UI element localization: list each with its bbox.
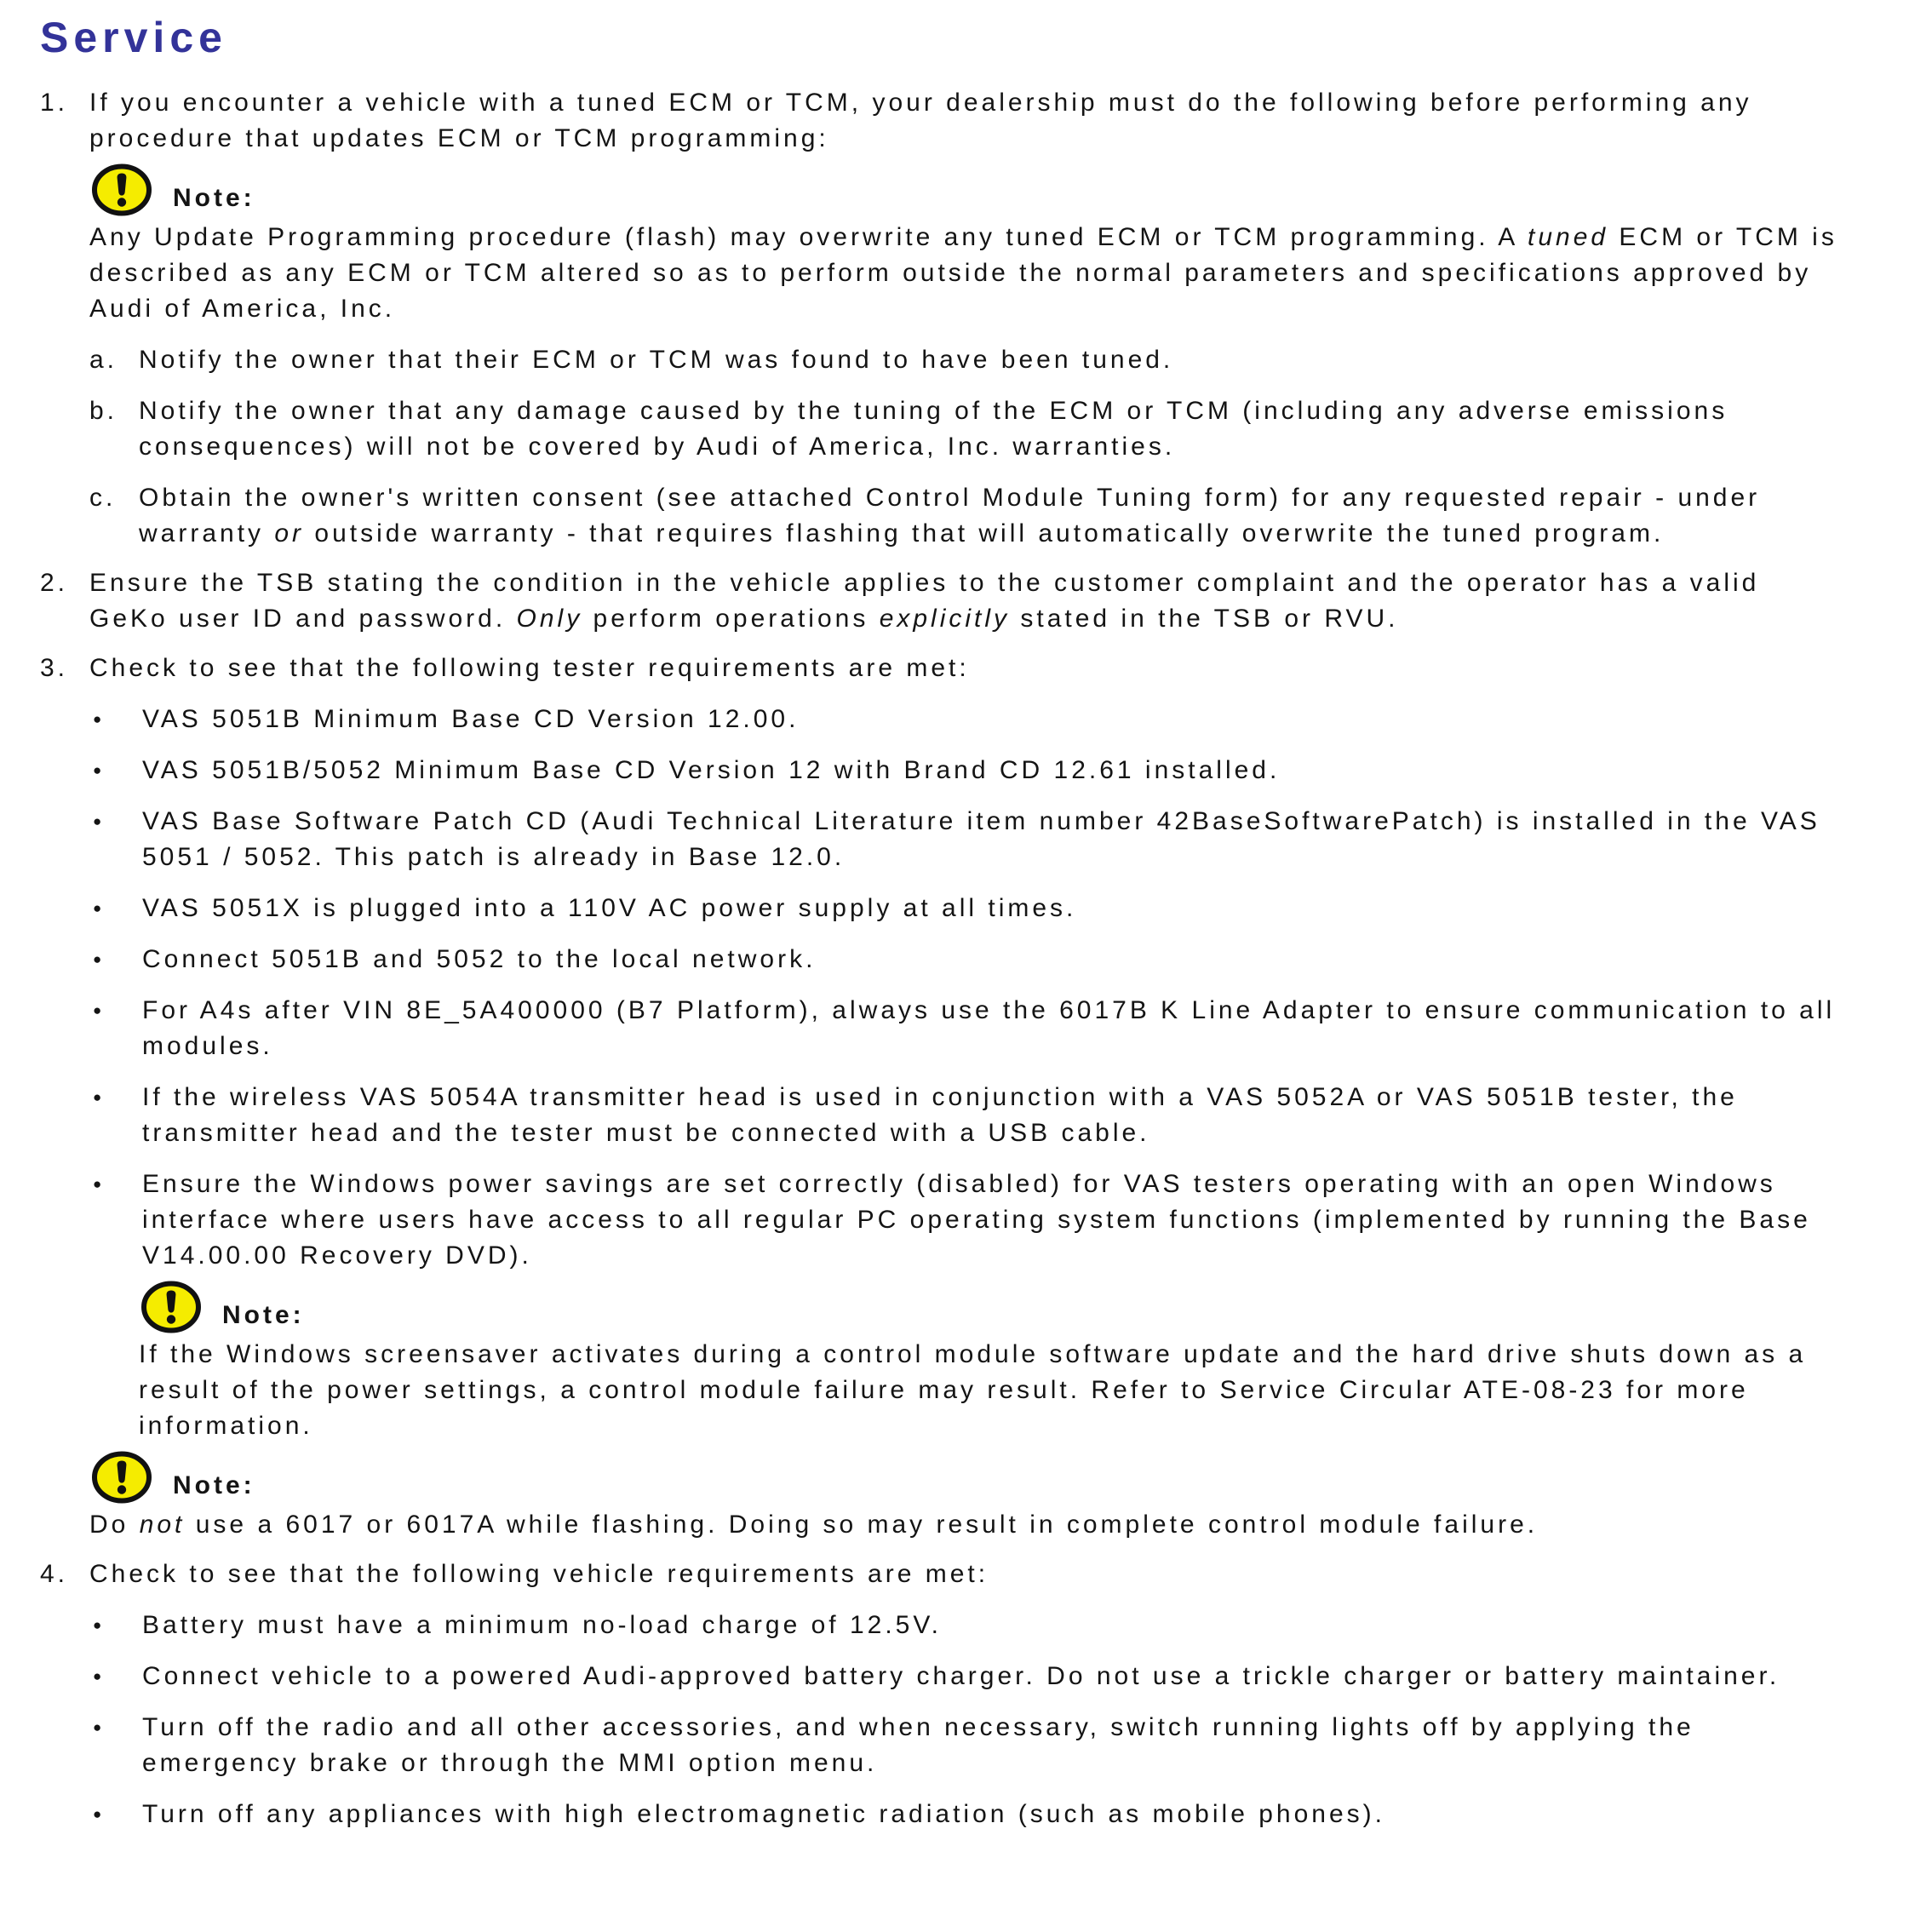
sub-item-text: Notify the owner that any damage caused by the tuning of the ECM or TCM (including any adverse emissions consequences) will not be covered by Audi of America, Inc. warranties. bbox=[139, 397, 1728, 461]
bullet-item bbox=[89, 993, 1847, 1064]
note-label: Note: bbox=[173, 184, 255, 212]
bullet-item bbox=[89, 1797, 1847, 1832]
bullet-text: Ensure the Windows power savings are set correctly (disabled) for VAS testers operating with an open Windows interface where users have access to all regular PC operating system functions (implemented by running the Base V14.00.00 Recovery DVD). bbox=[142, 1170, 1811, 1270]
step-number: 3. bbox=[40, 654, 69, 682]
note-label: Note: bbox=[173, 1471, 255, 1499]
alert-exclamation-icon bbox=[89, 1449, 154, 1505]
step-number: 4. bbox=[40, 1560, 69, 1588]
bullet-icon: ● bbox=[93, 900, 106, 916]
note-header bbox=[89, 162, 1847, 218]
step-text: Check to see that the following vehicle requirements are met: bbox=[89, 1560, 989, 1588]
bullet-text: If the wireless VAS 5054A transmitter head is used in conjunction with a VAS 5052A or VAS 5051B tester, the transmitter head and the tester must be connected with a USB cable. bbox=[142, 1083, 1738, 1147]
sub-item-marker: c. bbox=[89, 484, 117, 512]
sub-item-marker: a. bbox=[89, 346, 118, 374]
note-block bbox=[89, 162, 1847, 327]
bullet-item bbox=[89, 1080, 1847, 1151]
bullet-text: VAS 5051X is plugged into a 110V AC power supply at all times. bbox=[142, 894, 1077, 922]
bullet-item bbox=[89, 804, 1847, 875]
sub-item-a bbox=[89, 342, 1847, 378]
bullet-icon: ● bbox=[93, 813, 106, 829]
sub-item-text: Notify the owner that their ECM or TCM was found to have been tuned. bbox=[139, 346, 1174, 374]
step-text: Ensure the TSB stating the condition in the vehicle applies to the customer complaint and the operator has a valid GeKo user ID and password. Only perform operations explicitly stated in the TSB or RVU. bbox=[89, 569, 1760, 633]
bullet-item bbox=[89, 1167, 1847, 1274]
bullet-item bbox=[89, 753, 1847, 788]
bullet-icon: ● bbox=[93, 1089, 106, 1105]
alert-exclamation-icon bbox=[139, 1279, 204, 1335]
sub-item-b bbox=[89, 393, 1847, 465]
bullet-text: Turn off any appliances with high electromagnetic radiation (such as mobile phones). bbox=[142, 1800, 1385, 1828]
note-text: Do not use a 6017 or 6017A while flashing. Doing so may result in complete control module failure. bbox=[89, 1511, 1539, 1539]
bullet-icon: ● bbox=[93, 1806, 106, 1822]
bullet-icon: ● bbox=[93, 1719, 106, 1735]
bullet-icon: ● bbox=[93, 1002, 106, 1018]
bullet-icon: ● bbox=[93, 1176, 106, 1192]
step-text: Check to see that the following tester requirements are met: bbox=[89, 654, 970, 682]
note-header bbox=[139, 1279, 1847, 1335]
note-block bbox=[139, 1279, 1847, 1444]
step-item-2 bbox=[40, 565, 1847, 637]
note-text: Any Update Programming procedure (flash) may overwrite any tuned ECM or TCM programming. A tuned ECM or TCM is described as any ECM or TCM altered so as to perform outside the normal parameters and specifications approved by Audi of America, Inc. bbox=[89, 223, 1837, 323]
alert-exclamation-icon bbox=[89, 162, 154, 218]
bullet-item bbox=[89, 1710, 1847, 1781]
bullet-text: For A4s after VIN 8E_5A400000 (B7 Platform), always use the 6017B K Line Adapter to ensure communication to all modules. bbox=[142, 996, 1836, 1060]
bullet-text: VAS 5051B Minimum Base CD Version 12.00. bbox=[142, 705, 800, 733]
note-block bbox=[89, 1449, 1847, 1543]
bullet-item bbox=[89, 1608, 1847, 1643]
bullet-text: Connect vehicle to a powered Audi-approved battery charger. Do not use a trickle charger or battery maintainer. bbox=[142, 1662, 1780, 1690]
bullet-text: VAS Base Software Patch CD (Audi Technical Literature item number 42BaseSoftwarePatch) is installed in the VAS 5051 / 5052. This patch is already in Base 12.0. bbox=[142, 807, 1820, 871]
bullet-icon: ● bbox=[93, 1617, 106, 1633]
note-text: If the Windows screensaver activates during a control module software update and the hard drive shuts down as a result of the power settings, a control module failure may result. Refer to Service Circular ATE-08-23 for more information. bbox=[139, 1340, 1807, 1440]
note-label: Note: bbox=[222, 1301, 305, 1329]
sub-item-c bbox=[89, 480, 1847, 552]
bullet-item bbox=[89, 702, 1847, 737]
sub-item-text: Obtain the owner's written consent (see attached Control Module Tuning form) for any requested repair - under warranty or outside warranty - that requires flashing that will automatically overwrite the tuned program. bbox=[139, 484, 1761, 547]
bullet-item bbox=[89, 942, 1847, 977]
step-number: 1. bbox=[40, 89, 69, 117]
bullet-icon: ● bbox=[93, 762, 106, 778]
bullet-text: Turn off the radio and all other accessories, and when necessary, switch running lights off by applying the emergency brake or through the MMI option menu. bbox=[142, 1713, 1694, 1777]
bullet-text: Battery must have a minimum no-load charge of 12.5V. bbox=[142, 1611, 942, 1639]
page-title: Service bbox=[40, 14, 227, 61]
bullet-icon: ● bbox=[93, 951, 106, 967]
note-header bbox=[89, 1449, 1847, 1505]
step-number: 2. bbox=[40, 569, 69, 597]
step-item-3 bbox=[40, 651, 1847, 1543]
bullet-item bbox=[89, 891, 1847, 926]
step-item-1 bbox=[40, 85, 1847, 552]
step-item-4 bbox=[40, 1556, 1847, 1832]
bullet-text: VAS 5051B/5052 Minimum Base CD Version 12 with Brand CD 12.61 installed. bbox=[142, 756, 1281, 784]
bullet-item bbox=[89, 1659, 1847, 1694]
sub-item-marker: b. bbox=[89, 397, 118, 425]
bullet-icon: ● bbox=[93, 711, 106, 727]
bullet-icon: ● bbox=[93, 1668, 106, 1684]
bullet-text: Connect 5051B and 5052 to the local network. bbox=[142, 945, 817, 973]
step-text: If you encounter a vehicle with a tuned ECM or TCM, your dealership must do the following before performing any procedure that updates ECM or TCM programming: bbox=[89, 89, 1752, 152]
